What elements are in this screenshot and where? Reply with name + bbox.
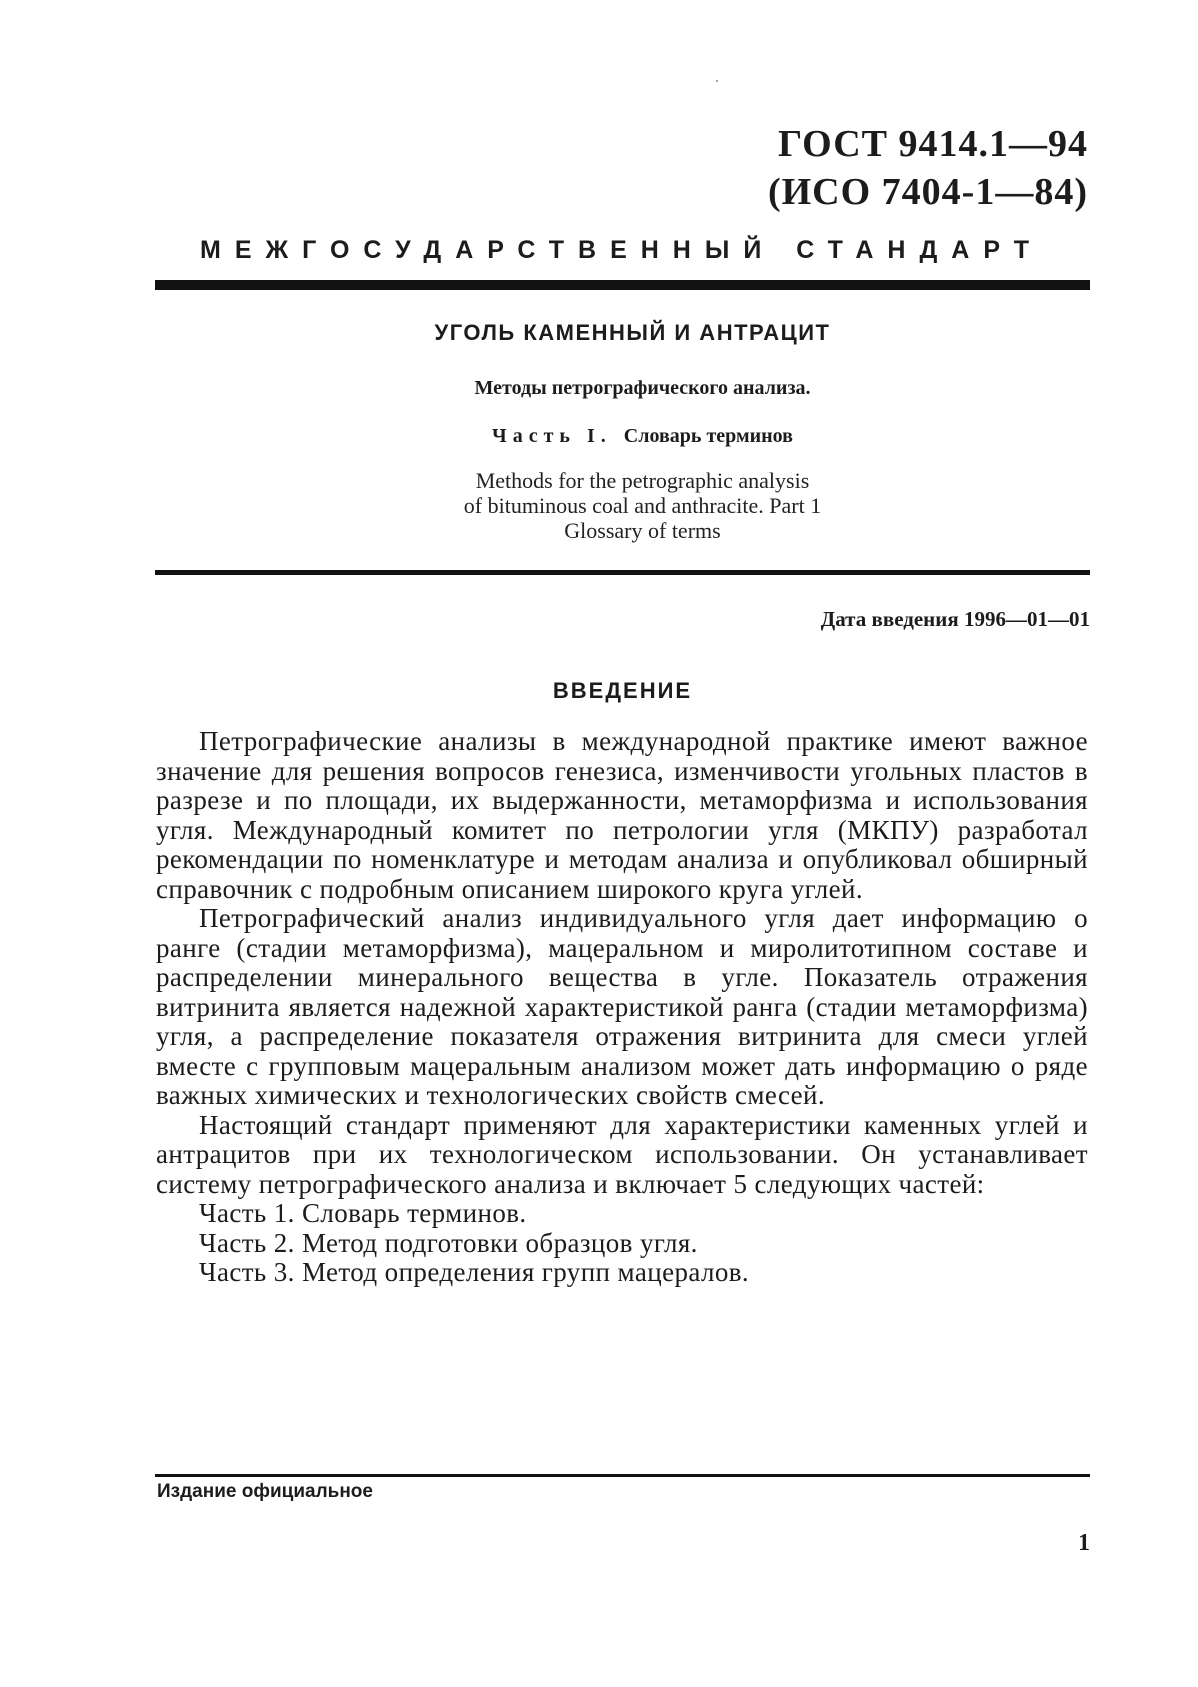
list-item: Часть 3. Метод определения групп мацералов. — [199, 1257, 750, 1287]
paragraph: Петрографический анализ индивидуального угля дает информацию о ранге (стадии метаморфизма), мацеральном и миролитотипном составе и распределении минерального вещества в угле. Показатель отражения витринита является надежной характеристикой ранга (стадии метаморфизма) угля, а распределение показателя отражения витринита для смеси углей вместе с групповым мацеральным анализом может дать информацию о ряде важных химических и технологических свойств смесей. — [156, 903, 1088, 1110]
english-title-line: of bituminous coal and anthracite. Part 1 — [463, 493, 822, 518]
document-part — [155, 422, 1090, 450]
english-title-line: Methods for the petrographic analysis — [475, 468, 810, 493]
scan-speck — [716, 80, 718, 82]
part-label: Часть I. — [492, 425, 612, 447]
body-text — [156, 727, 1088, 1288]
document-title: УГОЛЬ КАМЕННЫЙ И АНТРАЦИТ — [434, 320, 831, 345]
document-subtitle: Методы петрографического анализа. — [474, 377, 811, 399]
english-title — [155, 468, 1090, 543]
edition-note: Издание официальное — [157, 1481, 373, 1502]
paragraph: Петрографические анализы в международной практике имеют важное значение для решения вопросов генезиса, изменчивости угольных пластов в разрезе и по площади, их выдержанности, метаморфизма и использования угля. Международный комитет по петрологии угля (МКПУ) разработал рекомендации по номенклатуре и методам анализа и опубликовал обширный справочник с подробным описанием широкого круга углей. — [156, 726, 1088, 904]
iso-code: (ИСО 7404-1—84) — [767, 171, 1088, 213]
section-heading: ВВЕДЕНИЕ — [552, 678, 693, 703]
standard-designation — [768, 120, 1088, 216]
introduction-date: Дата введения 1996—01—01 — [820, 607, 1090, 631]
part-name: Словарь терминов — [623, 425, 793, 447]
top-divider — [155, 280, 1090, 290]
page-number: 1 — [1078, 1530, 1090, 1556]
standard-type-heading: МЕЖГОСУДАРСТВЕННЫЙ СТАНДАРТ — [200, 236, 1043, 264]
middle-divider — [155, 570, 1090, 575]
english-title-line: Glossary of terms — [564, 518, 721, 543]
title-block — [155, 318, 1090, 543]
list-item: Часть 1. Словарь терминов. — [199, 1198, 527, 1228]
footer-divider — [155, 1474, 1090, 1477]
gost-code: ГОСТ 9414.1—94 — [777, 123, 1088, 165]
list-item: Часть 2. Метод подготовки образцов угля. — [199, 1227, 698, 1258]
paragraph: Настоящий стандарт применяют для характеристики каменных углей и антрацитов при их технологическом использовании. Он устанавливает систему петрографического анализа и включает 5 следующих частей: — [156, 1109, 1088, 1199]
